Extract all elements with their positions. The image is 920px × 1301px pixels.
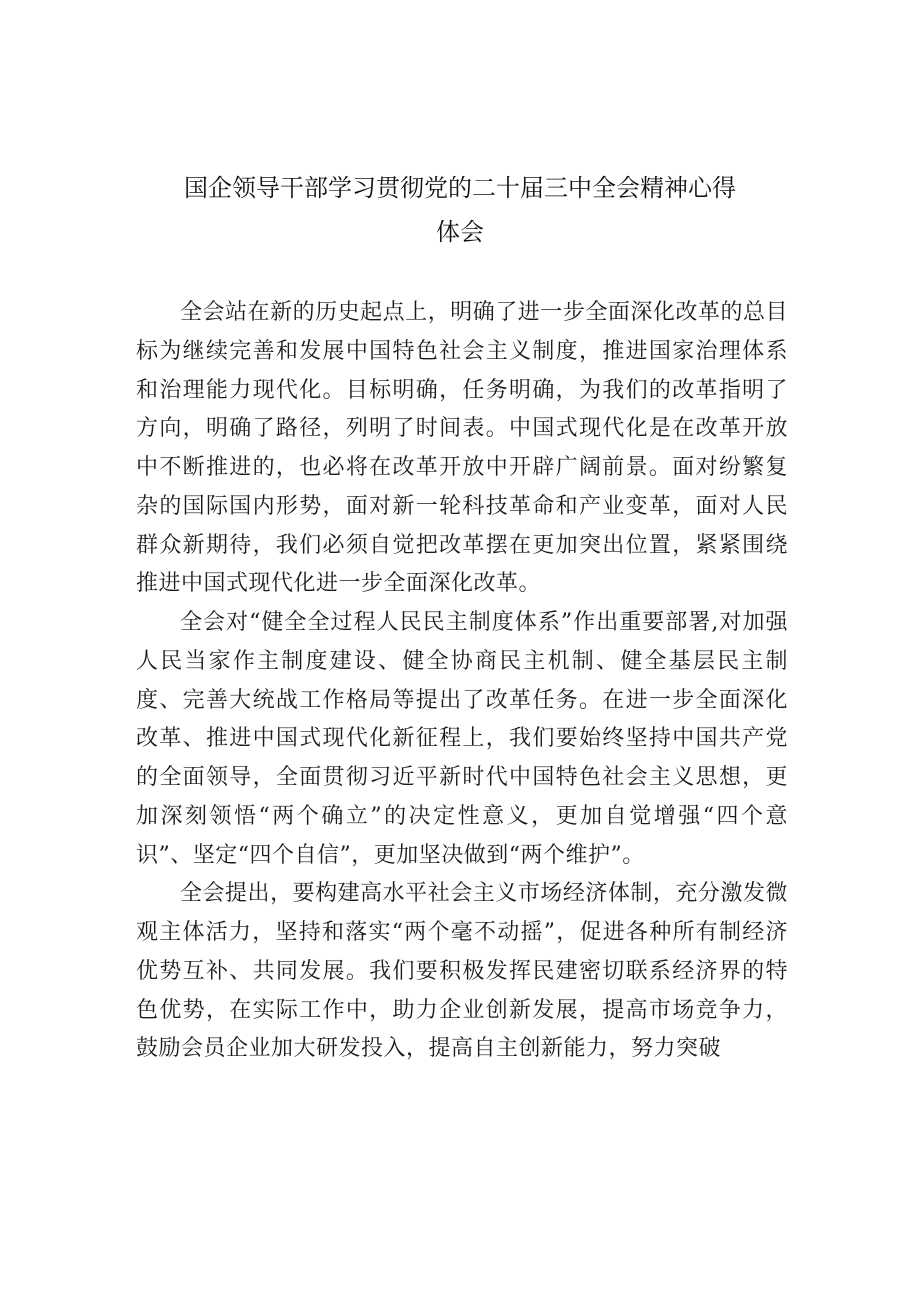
- paragraph-3: 全会提出，要构建高水平社会主义市场经济体制，充分激发微观主体活力，坚持和落实“两个毫不动摇”，促进各种所有制经济优势互补、共同发展。我们要积极发挥民建密切联系经济界的特色优势，在实际工作中，助力企业创新发展，提高市场竞争力，鼓励会员企业加大研发投入，提高自主创新能力，努力突破: [136, 881, 788, 1062]
- paragraph-1: 全会站在新的历史起点上，明确了进一步全面深化改革的总目标为继续完善和发展中国特色社会主义制度，推进国家治理体系和治理能力现代化。目标明确，任务明确，为我们的改革指明了方向，明确了路径，列明了时间表。中国式现代化是在改革开放中不断推进的，也必将在改革开放中开辟广阔前景。面对纷繁复杂的国际国内形势，面对新一轮科技革命和产业变革，面对人民群众新期待，我们必须自觉把改革摆在更加突出位置，紧紧围绕推进中国式现代化进一步全面深化改革。: [136, 300, 788, 597]
- document-body: [136, 294, 788, 1069]
- document-title-line-1: 国企领导干部学习贯彻党的二十届三中全会精神心得: [184, 174, 736, 202]
- paragraph-2: 全会对“健全全过程人民民主制度体系”作出重要部署,对加强人民当家作主制度建设、健全协商民主机制、健全基层民主制度、完善大统战工作格局等提出了改革任务。在进一步全面深化改革、推进中国式现代化新征程上，我们要始终坚持中国共产党的全面领导，全面贯彻习近平新时代中国特色社会主义思想，更加深刻领悟“两个确立”的决定性意义，更加自觉增强“四个意识”、坚定“四个自信”，更加坚决做到“两个维护”。: [136, 610, 788, 868]
- document-title-line-2: 体会: [436, 218, 484, 246]
